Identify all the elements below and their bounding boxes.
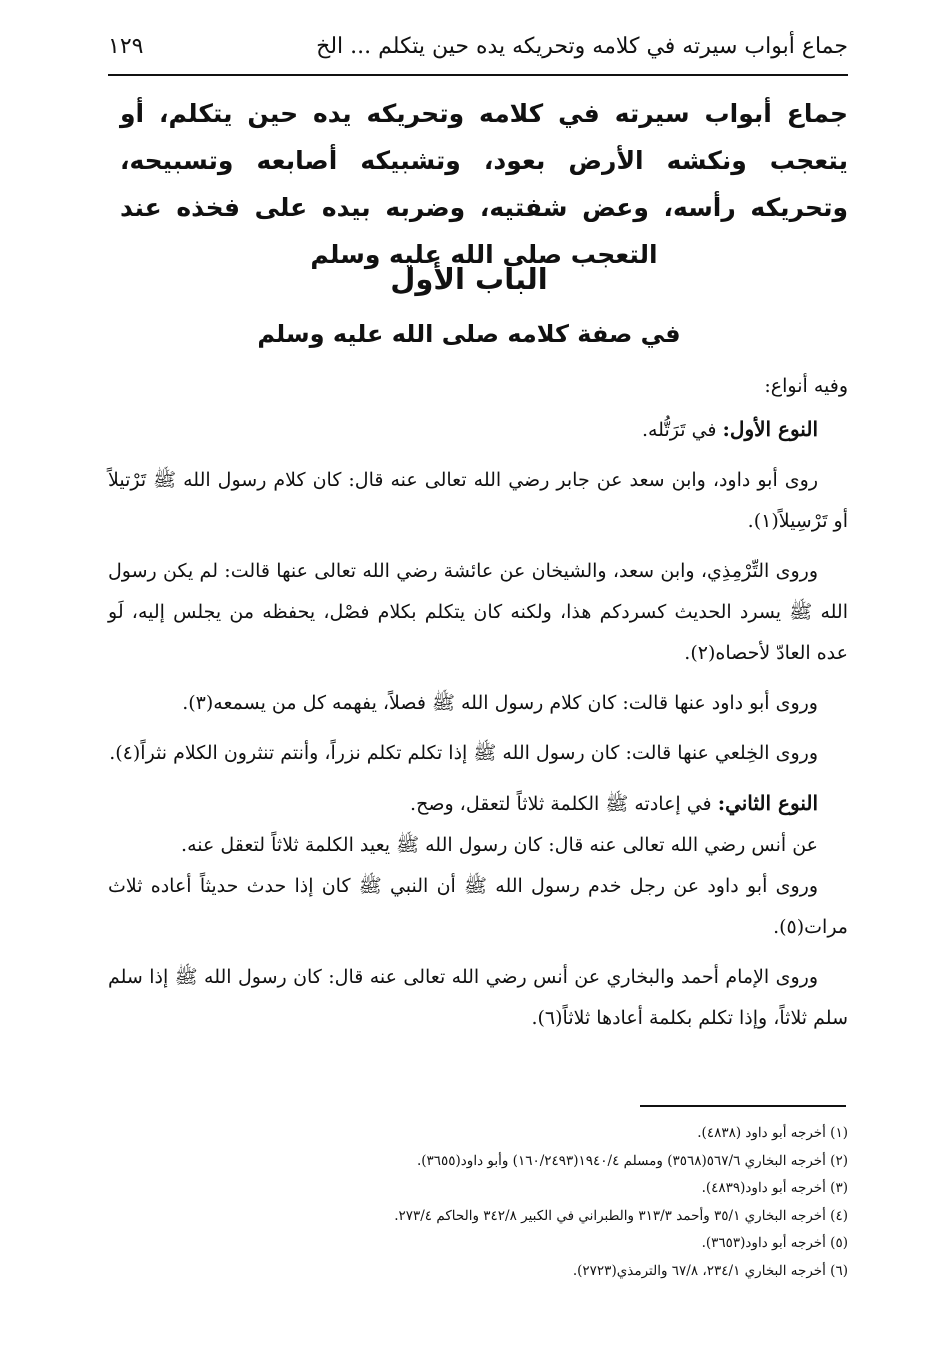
section-subtitle: في صفة كلامه صلى الله عليه وسلم [257,320,681,348]
chapter-title: جماع أبواب سيرته في كلامه وتحريكه يده حين يتكلم، أو يتعجب ونكشه الأرض بعود، وتشبيكه أصابعه وتسبيحه، وتحريكه رأسه، وعض شفتيه، وضربه بيده على فخذه عند التعجب صلى الله عليه وسلم [120,99,848,269]
type-1-label: النوع الأول: [722,417,818,441]
page-header [108,30,848,76]
type-1-heading [108,409,848,451]
footnote-6: (٦) أخرجه البخاري ٢٣٤/١، ٦٧/٨ والترمذي(٢٧٢٣). [572,1262,848,1279]
footnote-5: (٥) أخرجه أبو داود(٣٦٥٣). [701,1235,848,1251]
intro-line: وفيه أنواع: [764,375,848,397]
footnote-4: (٤) أخرجه البخاري ٣٥/١ وأحمد ٣١٣/٣ والطبراني في الكبير ٣٤٢/٨ والحاكم ٢٧٣/٤. [394,1207,848,1224]
paragraph-7: وروى الإمام أحمد والبخاري عن أنس رضي الله تعالى عنه قال: كان رسول الله ﷺ إذا سلم سلم ثلاثاً، وإذا تكلم بكلمة أعادها ثلاثاً(٦). [108,966,848,1029]
paragraph-6: وروى أبو داود عن رجل خدم رسول الله ﷺ أن النبي ﷺ كان إذا حدث حديثاً أعاده ثلاث مرات(٥). [108,875,848,938]
type-2-label: النوع الثاني: [717,791,818,815]
paragraph-5: عن أنس رضي الله تعالى عنه قال: كان رسول الله ﷺ يعيد الكلمة ثلاثاً لتعقل عنه. [181,834,818,856]
section-title: الباب الأول [390,262,548,296]
footnotes [108,1120,848,1285]
footnote-3: (٣) أخرجه أبو داود(٤٨٣٩). [701,1180,848,1196]
main-text [108,366,848,1048]
footnote-1: (١) أخرجه أبو داود (٤٨٣٨). [697,1125,848,1141]
paragraph-3: وروى أبو داود عنها قالت: كان كلام رسول الله ﷺ فصلاً، يفهمه كل من يسمعه(٣). [182,692,818,714]
paragraph-1: روى أبو داود، وابن سعد عن جابر رضي الله تعالى عنه قال: كان كلام رسول الله ﷺ تَرْتيلاً أو تَرْسِيلاً(١). [108,469,848,532]
running-title: جماع أبواب سيرته في كلامه وتحريكه يده حين يتكلم ... الخ [316,34,848,59]
type-1-text: في تَرَتُّله. [641,419,717,441]
paragraph-4: وروى الخِلعي عنها قالت: كان رسول الله ﷺ إذا تكلم تكلم نزراً، وأنتم تنثرون الكلام نثراً(٤). [109,742,818,764]
footnote-divider [640,1105,846,1107]
type-2-text: في إعادته ﷺ الكلمة ثلاثاً لتعقل، وصح. [410,793,712,815]
paragraph-2: وروى التِّرْمِذِي، وابن سعد، والشيخان عن عائشة رضي الله تعالى عنها قالت: لم يكن رسول الله ﷺ يسرد الحديث كسردكم هذا، ولكنه كان يتكلم بكلام فصْل، يحفظه من يجلس إليه، لَو عده العادّ لأحصاه(٢). [108,560,848,664]
page-number: ١٢٩ [108,34,144,59]
footnote-2: (٢) أخرجه البخاري ٥٦٧/٦(٣٥٦٨) ومسلم ١٩٤٠/٤(١٦٠/٢٤٩٣) وأبو داود(٣٦٥٥). [416,1152,848,1169]
type-2-heading [108,783,848,825]
